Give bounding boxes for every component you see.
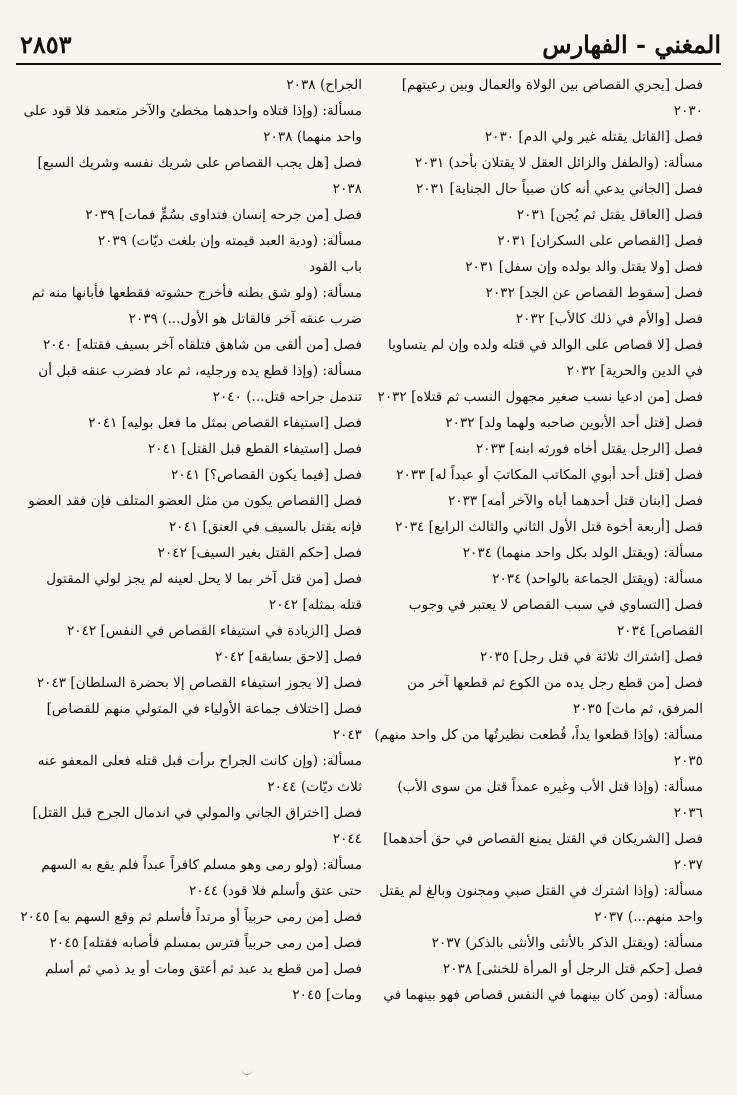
- index-entry: فصل [استيفاء القطع قبل القتل] ٢٠٤١: [147, 441, 362, 457]
- index-entry: فصل [أربعة أخوة قتل الأول الثاني والثالث الرابع] ٢٠٣٤: [395, 519, 703, 535]
- index-entry: فصل [من قتل آخر بما لا يحل لعينه لم يجز لولي المقتول قتله بمثله] ٢٠٤٢: [46, 571, 362, 613]
- header-divider: [16, 63, 721, 65]
- index-entry: مسألة: (وإذا قطع يده ورجليه، ثم عاد فضرب عنقه قبل أن تندمل جراحه قتل...) ٢٠٤٠: [38, 363, 362, 405]
- running-title: المغني - الفهارس: [542, 30, 721, 59]
- index-entry: فصل [من ادعيا نسب صغير مجهول النسب ثم قتلاه] ٢٠٣٢: [377, 389, 703, 405]
- index-entry: فصل [العاقل يقتل ثم يُجن] ٢٠٣١: [516, 207, 703, 223]
- index-entry: فصل [حكم القتل بغير السيف] ٢٠٤٢: [157, 545, 362, 561]
- index-entry: فصل [لا يجوز استيفاء القصاص إلا بحضرة السلطان] ٢٠٤٣: [36, 675, 362, 691]
- index-entry: مسألة: (وإذا قطعوا يداً، قُطعت نظيرتُها من كل واحد منهم) ٢٠٣٥: [374, 727, 703, 769]
- index-entry: فصل [فيما يكون القصاص؟] ٢٠٤١: [171, 467, 362, 483]
- index-entry: فصل [الرجل يقتل أخاه فورثه ابنه] ٢٠٣٣: [475, 441, 703, 457]
- page-header: [18, 30, 721, 60]
- chapter-heading: باب القود: [309, 259, 362, 275]
- index-entry: فصل [من جرحه إنسان فتداوى بسُمٍّ فمات] ٢٠٣٩: [85, 207, 362, 223]
- index-entry: فصل [القصاص يكون من مثل العضو المتلف فإن فقد العضو فإنه يقتل بالسيف في العنق] ٢٠٤١: [28, 493, 362, 535]
- index-column-right: [372, 72, 703, 1008]
- index-entry: فصل [من قطع رجل يده من الكوع ثم قطعها آخر من المرفق، ثم مات] ٢٠٣٥: [407, 675, 703, 717]
- bottom-mark: [242, 1068, 252, 1075]
- index-entry: فصل [ولا يقتل والد بولده وإن سفل] ٢٠٣١: [465, 259, 703, 275]
- index-entry: فصل [ابنان قتل أحدهما أباه والآخر أمه] ٢٠٣٣: [448, 493, 703, 509]
- index-entry: فصل [يجري القصاص بين الولاة والعمال وبين رعيتهم] ٢٠٣٠: [401, 77, 703, 119]
- page-number: ٢٨٥٣: [20, 30, 72, 59]
- index-entry: فصل [هل يجب القصاص على شريك نفسه وشريك السبع] ٢٠٣٨: [37, 155, 362, 197]
- index-entry: فصل [قتل أحد أبوي المكاتب المكاتبَ أو عبداً له] ٢٠٣٣: [396, 467, 703, 483]
- index-entry: مسألة: (ولو رمى وهو مسلم كافراً عبداً فلم يقع به السهم حتى عتق وأسلم فلا قود) ٢٠٤٤: [41, 857, 362, 899]
- index-entry: فصل [التساوي في سبب القصاص لا يعتبر في وجوب القصاص] ٢٠٣٤: [408, 597, 703, 639]
- index-entry: فصل [حكم قتل الرجل أو المرأة للخنثى] ٢٠٣٨: [442, 961, 703, 977]
- index-entry: فصل [لا قصاص على الوالد في قتله ولده وإن لم يتساويا في الدين والحرية] ٢٠٣٢: [388, 337, 703, 379]
- index-entry: فصل [اختراق الجاني والمولي في اندمال الجرح قبل القتل] ٢٠٤٤: [32, 805, 362, 847]
- index-entry: مسألة: (وإذا قتل الأب وغيره عمداً قتل من سوى الأب) ٢٠٣٦: [397, 779, 703, 821]
- index-entry: فصل [من ألقى من شاهق فتلقاه آخر بسيف فقتله] ٢٠٤٠: [43, 337, 362, 353]
- index-entry: مسألة: (ومن كان بينهما في النفس قصاص فهو بينهما في: [383, 987, 703, 1003]
- index-entry: مسألة: (وإن كانت الجراح برأت قبل قتله فعلى المعفو عنه ثلاث ديّات) ٢٠٤٤: [37, 753, 362, 795]
- index-entry: فصل [والأم في ذلك كالأب] ٢٠٣٢: [515, 311, 703, 327]
- index-entry: مسألة: (والطفل والزائل العقل لا يقتلان بأحد) ٢٠٣١: [415, 155, 703, 171]
- index-entry: مسألة: (ودية العبد قيمته وإن بلغت ديّات) ٢٠٣٩: [97, 233, 362, 249]
- index-entry: فصل [اشتراك ثلاثة في قتل رجل] ٢٠٣٥: [479, 649, 703, 665]
- index-entry: مسألة: (وإذا اشترك في القتل صبي ومجنون وبالغ لم يقتل واحد منهم...) ٢٠٣٧: [379, 883, 703, 925]
- index-entry: فصل [القصاص على السكران] ٢٠٣١: [497, 233, 703, 249]
- index-entry: فصل [من قطع يد عبد ثم أعتق ومات أو يد ذمي ثم أسلم ومات] ٢٠٤٥: [45, 961, 362, 1003]
- index-entry: مسألة: (ويقتل الولد بكل واحد منهما) ٢٠٣٤: [462, 545, 703, 561]
- index-entry: مسألة: (وإذا قتلاه واحدهما مخطئ والآخر متعمد فلا قود على واحد منهما) ٢٠٣٨: [23, 103, 362, 145]
- index-entry: مسألة: (ويقتل الجماعة بالواحد) ٢٠٣٤: [492, 571, 703, 587]
- index-entry: فصل [من رمى حربياً فترس بمسلم فأصابه فقتله] ٢٠٤٥: [49, 935, 362, 951]
- index-entry: فصل [من رمى حربياً أو مرتداً فأسلم ثم وقع السهم به] ٢٠٤٥: [20, 909, 362, 925]
- index-entry: فصل [الجاني يدعي أنه كان صبياً حال الجناية] ٢٠٣١: [415, 181, 703, 197]
- index-entry: فصل [اختلاف جماعة الأولياء في المتولي منهم للقصاص] ٢٠٤٣: [46, 701, 362, 743]
- index-entry: فصل [قتل أحد الأبوين صاحبه ولهما ولد] ٢٠٣٢: [445, 415, 703, 431]
- index-entry: مسألة: (ويقتل الذكر بالأنثى والأنثى بالذكر) ٢٠٣٧: [431, 935, 703, 951]
- index-entry: فصل [لاحق بسابقه] ٢٠٤٢: [215, 649, 362, 665]
- index-column-left: [20, 72, 362, 1008]
- index-entry: فصل [الزيادة في استيفاء القصاص في النفس] ٢٠٤٢: [66, 623, 362, 639]
- index-entry: فصل [القاتل يقتله غير ولي الدم] ٢٠٣٠: [484, 129, 703, 145]
- index-entry: الجراح) ٢٠٣٨: [286, 77, 362, 93]
- index-entry: مسألة: (ولو شق بطنه فأخرج حشوته فقطعها فأبانها منه ثم ضرب عنقه آخر فالقاتل هو الأول...) ٢٠٣٩: [31, 285, 362, 327]
- index-entry: فصل [استيفاء القصاص بمثل ما فعل بوليه] ٢٠٤١: [88, 415, 362, 431]
- index-entry: فصل [الشريكان في القتل يمنع القصاص في حق أحدهما] ٢٠٣٧: [383, 831, 703, 873]
- index-entry: فصل [سقوط القصاص عن الجد] ٢٠٣٢: [485, 285, 703, 301]
